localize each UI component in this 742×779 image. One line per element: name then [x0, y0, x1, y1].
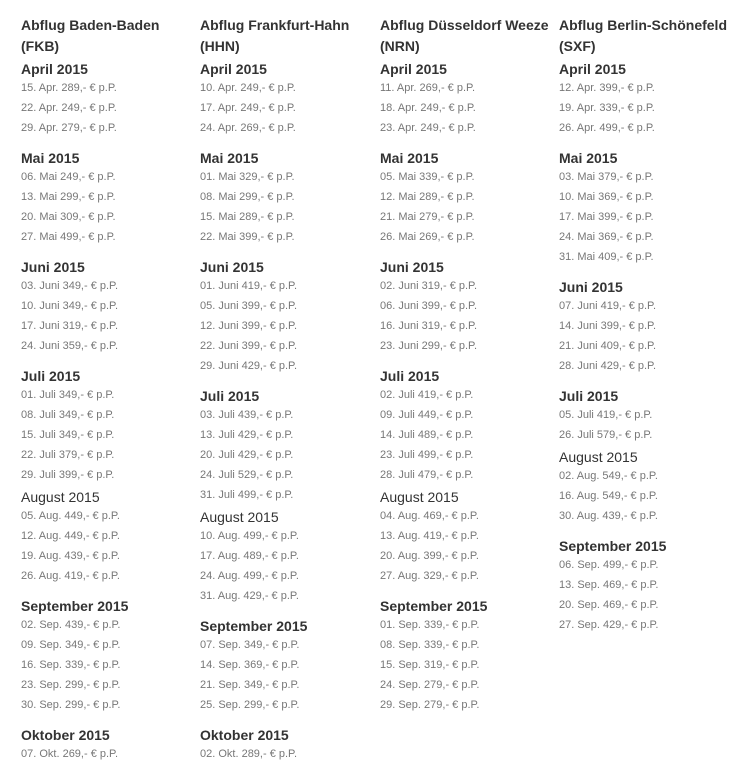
flight-price-entry: 08. Sep. 339,- € p.P.: [380, 639, 480, 651]
flight-price-entry: 01. Juni 419,- € p.P.: [200, 280, 298, 292]
month-heading: Mai 2015: [380, 150, 439, 166]
flight-price-entry: 27. Sep. 429,- € p.P.: [559, 619, 659, 631]
flight-price-entry: 10. Juni 349,- € p.P.: [21, 300, 119, 312]
flight-price-entry: 24. Apr. 269,- € p.P.: [200, 122, 296, 134]
flight-price-entry: 02. Okt. 289,- € p.P.: [200, 748, 298, 760]
flight-price-entry: 20. Mai 309,- € p.P.: [21, 211, 116, 223]
month-heading: September 2015: [21, 598, 129, 614]
flight-price-entry: 22. Apr. 249,- € p.P.: [21, 102, 117, 114]
flight-price-entry: 23. Apr. 249,- € p.P.: [380, 122, 476, 134]
flight-price-entry: 15. Juli 349,- € p.P.: [21, 429, 115, 441]
flight-price-entry: 13. Juli 429,- € p.P.: [200, 429, 294, 441]
flight-price-entry: 06. Mai 249,- € p.P.: [21, 171, 116, 183]
airport-code: (HHN): [200, 38, 240, 54]
flight-price-entry: 26. Apr. 499,- € p.P.: [559, 122, 655, 134]
flight-price-entry: 24. Juni 359,- € p.P.: [21, 340, 119, 352]
flight-price-entry: 22. Mai 399,- € p.P.: [200, 231, 295, 243]
month-heading: Juni 2015: [21, 259, 85, 275]
flight-price-entry: 20. Juli 429,- € p.P.: [200, 449, 294, 461]
flight-price-entry: 16. Juni 319,- € p.P.: [380, 320, 478, 332]
flight-price-entry: 24. Sep. 279,- € p.P.: [380, 679, 480, 691]
flight-price-entry: 30. Sep. 299,- € p.P.: [21, 699, 121, 711]
flight-price-entry: 09. Sep. 349,- € p.P.: [21, 639, 121, 651]
month-heading: September 2015: [200, 618, 308, 634]
flight-price-entry: 04. Aug. 469,- € p.P.: [380, 510, 479, 522]
month-heading: April 2015: [200, 61, 267, 77]
flight-price-entry: 07. Okt. 269,- € p.P.: [21, 748, 119, 760]
departure-title: Abflug Berlin-Schönefeld: [559, 17, 727, 33]
flight-price-entry: 16. Aug. 549,- € p.P.: [559, 490, 658, 502]
flight-price-entry: 10. Apr. 249,- € p.P.: [200, 82, 296, 94]
flight-price-entry: 13. Mai 299,- € p.P.: [21, 191, 116, 203]
departure-title: Abflug Düsseldorf Weeze: [380, 17, 549, 33]
flight-price-entry: 30. Aug. 439,- € p.P.: [559, 510, 658, 522]
flight-price-entry: 12. Apr. 399,- € p.P.: [559, 82, 655, 94]
flight-price-entry: 12. Juni 399,- € p.P.: [200, 320, 298, 332]
flight-price-entry: 29. Juni 429,- € p.P.: [200, 360, 298, 372]
flight-price-entry: 09. Juli 449,- € p.P.: [380, 409, 474, 421]
flight-price-entry: 21. Mai 279,- € p.P.: [380, 211, 475, 223]
month-heading: Juni 2015: [559, 279, 623, 295]
flight-price-entry: 31. Aug. 429,- € p.P.: [200, 590, 299, 602]
month-heading: Oktober 2015: [200, 727, 289, 743]
month-heading: April 2015: [559, 61, 626, 77]
month-heading: September 2015: [559, 538, 667, 554]
month-heading: Juni 2015: [200, 259, 264, 275]
flight-price-entry: 05. Juni 399,- € p.P.: [200, 300, 298, 312]
flight-price-entry: 28. Juli 479,- € p.P.: [380, 469, 474, 481]
flight-price-entry: 01. Mai 329,- € p.P.: [200, 171, 295, 183]
flight-price-entry: 27. Mai 499,- € p.P.: [21, 231, 116, 243]
flight-price-entry: 29. Apr. 279,- € p.P.: [21, 122, 117, 134]
month-heading: Juli 2015: [200, 388, 260, 404]
departure-title: Abflug Frankfurt-Hahn: [200, 17, 350, 33]
month-heading: Oktober 2015: [21, 727, 110, 743]
flight-price-entry: 25. Sep. 299,- € p.P.: [200, 699, 300, 711]
airport-code: (NRN): [380, 38, 420, 54]
flight-price-entry: 21. Juni 409,- € p.P.: [559, 340, 657, 352]
flight-price-entry: 23. Juli 499,- € p.P.: [380, 449, 474, 461]
flight-price-entry: 31. Mai 409,- € p.P.: [559, 251, 654, 263]
flight-price-entry: 03. Mai 379,- € p.P.: [559, 171, 654, 183]
departure-title: Abflug Baden-Baden: [21, 17, 160, 33]
month-heading: Mai 2015: [200, 150, 259, 166]
flight-price-entry: 26. Aug. 419,- € p.P.: [21, 570, 120, 582]
flight-price-entry: 27. Aug. 329,- € p.P.: [380, 570, 479, 582]
flight-price-entry: 19. Aug. 439,- € p.P.: [21, 550, 120, 562]
flight-price-entry: 14. Juli 489,- € p.P.: [380, 429, 474, 441]
flight-price-entry: 10. Aug. 499,- € p.P.: [200, 530, 299, 542]
flight-price-entry: 10. Mai 369,- € p.P.: [559, 191, 654, 203]
flight-price-entry: 23. Sep. 299,- € p.P.: [21, 679, 121, 691]
flight-price-entry: 29. Juli 399,- € p.P.: [21, 469, 115, 481]
flight-price-entry: 20. Aug. 399,- € p.P.: [380, 550, 479, 562]
flight-price-entry: 06. Juni 399,- € p.P.: [380, 300, 478, 312]
flight-price-entry: 07. Sep. 349,- € p.P.: [200, 639, 300, 651]
flight-price-entry: 05. Mai 339,- € p.P.: [380, 171, 475, 183]
flight-price-entry: 17. Aug. 489,- € p.P.: [200, 550, 299, 562]
flight-price-entry: 05. Juli 419,- € p.P.: [559, 409, 653, 421]
flight-price-entry: 22. Juni 399,- € p.P.: [200, 340, 298, 352]
flight-price-entry: 21. Sep. 349,- € p.P.: [200, 679, 300, 691]
month-heading: August 2015: [559, 449, 638, 465]
month-heading: Juli 2015: [21, 368, 81, 384]
month-heading: April 2015: [21, 61, 88, 77]
flight-price-entry: 18. Apr. 249,- € p.P.: [380, 102, 476, 114]
flight-price-entry: 07. Juni 419,- € p.P.: [559, 300, 657, 312]
flight-price-entry: 28. Juni 429,- € p.P.: [559, 360, 657, 372]
month-heading: Mai 2015: [559, 150, 618, 166]
flight-price-entry: 19. Apr. 339,- € p.P.: [559, 102, 655, 114]
flight-price-entry: 24. Mai 369,- € p.P.: [559, 231, 654, 243]
flight-price-entry: 14. Juni 399,- € p.P.: [559, 320, 657, 332]
month-heading: September 2015: [380, 598, 488, 614]
flight-price-entry: 11. Apr. 269,- € p.P.: [380, 82, 475, 94]
flight-price-entry: 17. Apr. 249,- € p.P.: [200, 102, 296, 114]
flight-price-entry: 26. Mai 269,- € p.P.: [380, 231, 475, 243]
month-heading: Juli 2015: [559, 388, 619, 404]
flight-price-entry: 02. Sep. 439,- € p.P.: [21, 619, 121, 631]
flight-price-entry: 15. Mai 289,- € p.P.: [200, 211, 295, 223]
flight-price-entry: 12. Mai 289,- € p.P.: [380, 191, 475, 203]
flight-price-entry: 22. Juli 379,- € p.P.: [21, 449, 115, 461]
flight-price-entry: 26. Juli 579,- € p.P.: [559, 429, 653, 441]
flight-price-entry: 29. Sep. 279,- € p.P.: [380, 699, 480, 711]
flight-price-entry: 06. Sep. 499,- € p.P.: [559, 559, 659, 571]
flight-price-entry: 15. Apr. 289,- € p.P.: [21, 82, 117, 94]
month-heading: August 2015: [21, 489, 100, 505]
month-heading: Juni 2015: [380, 259, 444, 275]
month-heading: August 2015: [200, 509, 279, 525]
airport-code: (FKB): [21, 38, 60, 54]
flight-price-entry: 02. Juli 419,- € p.P.: [380, 389, 474, 401]
flight-price-entry: 31. Juli 499,- € p.P.: [200, 489, 294, 501]
flight-price-entry: 02. Juni 319,- € p.P.: [380, 280, 478, 292]
flight-price-entry: 15. Sep. 319,- € p.P.: [380, 659, 480, 671]
flight-price-entry: 03. Juli 439,- € p.P.: [200, 409, 294, 421]
flight-price-entry: 24. Juli 529,- € p.P.: [200, 469, 294, 481]
flight-price-entry: 16. Sep. 339,- € p.P.: [21, 659, 121, 671]
flight-price-entry: 01. Juli 349,- € p.P.: [21, 389, 115, 401]
flight-price-entry: 17. Mai 399,- € p.P.: [559, 211, 654, 223]
flight-price-entry: 02. Aug. 549,- € p.P.: [559, 470, 658, 482]
flight-price-entry: 13. Sep. 469,- € p.P.: [559, 579, 659, 591]
flight-price-entry: 24. Aug. 499,- € p.P.: [200, 570, 299, 582]
month-heading: Juli 2015: [380, 368, 440, 384]
flight-price-entry: 05. Aug. 449,- € p.P.: [21, 510, 120, 522]
flight-price-entry: 13. Aug. 419,- € p.P.: [380, 530, 479, 542]
month-heading: August 2015: [380, 489, 459, 505]
airport-code: (SXF): [559, 38, 596, 54]
month-heading: April 2015: [380, 61, 447, 77]
month-heading: Mai 2015: [21, 150, 80, 166]
flight-price-entry: 23. Juni 299,- € p.P.: [380, 340, 478, 352]
flight-price-entry: 20. Sep. 469,- € p.P.: [559, 599, 659, 611]
flight-price-entry: 03. Juni 349,- € p.P.: [21, 280, 119, 292]
flight-price-entry: 08. Mai 299,- € p.P.: [200, 191, 295, 203]
flight-price-entry: 17. Juni 319,- € p.P.: [21, 320, 119, 332]
flight-price-entry: 08. Juli 349,- € p.P.: [21, 409, 115, 421]
flight-price-entry: 01. Sep. 339,- € p.P.: [380, 619, 480, 631]
flight-price-entry: 12. Aug. 449,- € p.P.: [21, 530, 120, 542]
flight-price-entry: 14. Sep. 369,- € p.P.: [200, 659, 300, 671]
